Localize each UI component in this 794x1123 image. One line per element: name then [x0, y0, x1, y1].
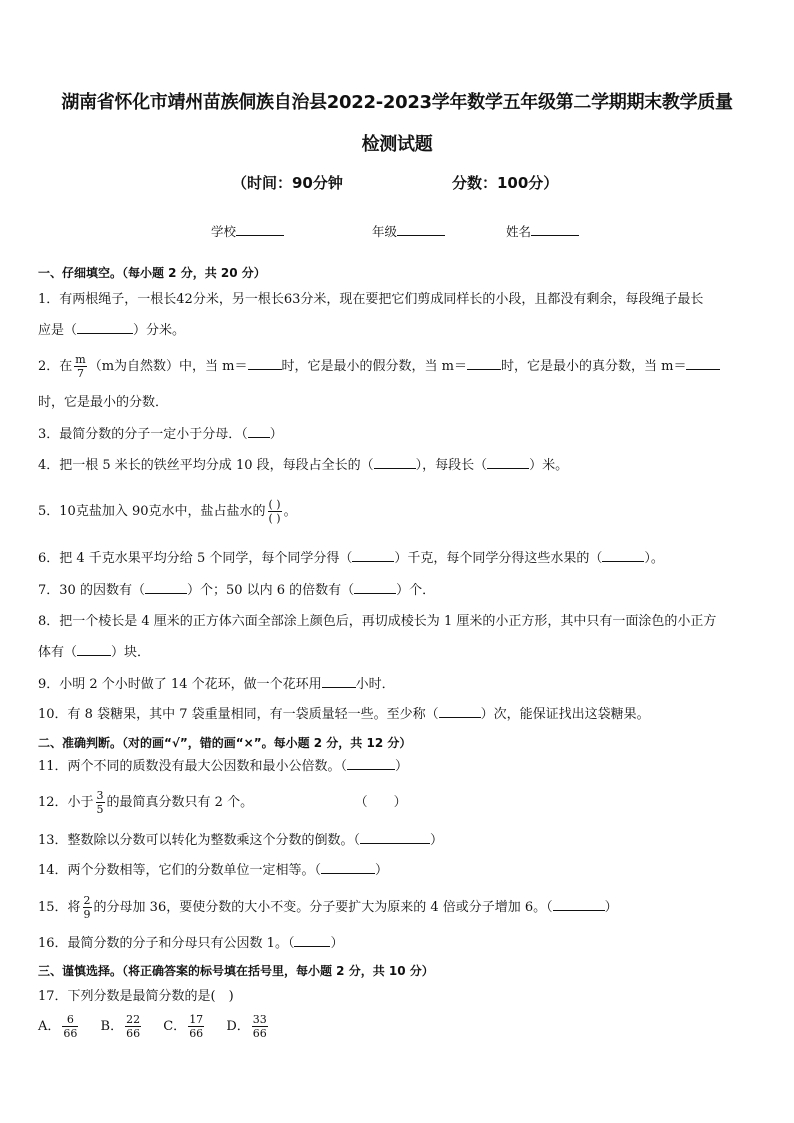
- time-label: （时间：90分钟: [232, 174, 343, 192]
- question-6: 6．把 4 千克水果平均分给 5 个同学，每个同学分得（ ）千克，每个同学分得这些水果的（ ）。: [38, 551, 664, 566]
- option-b[interactable]: B． $\frac{22}{66}$: [100, 1013, 141, 1040]
- answer-blank[interactable]: [294, 934, 330, 947]
- choice-options: [38, 1014, 286, 1039]
- answer-blank[interactable]: [467, 357, 501, 370]
- option-a[interactable]: A． $\frac{6}{66}$: [38, 1013, 78, 1040]
- answer-paren[interactable]: （ ）: [361, 795, 407, 810]
- question-8: 8．把一个棱长是 4 厘米的正方体六面全部涂上颜色后，再切成棱长为 1 厘米的小正方形，其中只有一面涂色的小正方: [38, 614, 717, 629]
- section-heading-1: 一、仔细填空。（每小题 2 分，共 20 分）: [38, 266, 266, 280]
- section-heading-2: 二、准确判断。（对的画“√”，错的画“×”。每小题 2 分，共 12 分）: [38, 736, 412, 750]
- grade-field[interactable]: 年级: [372, 222, 445, 240]
- question-11: 11．两个不同的质数没有最大公因数和最小公倍数。（ ）: [38, 759, 409, 774]
- question-16: 16．最简分数的分子和分母只有公因数 1。（ ）: [38, 936, 344, 951]
- question-12: 12．小于 $\frac{3}{5}$ 的最简真分数只有 2 个。 （ ）: [38, 789, 407, 816]
- fraction: $\frac{( )}{( )}$: [268, 498, 281, 525]
- question-7: 7．30 的因数有（ ）个；50 以内 6 的倍数有（ ）个．: [38, 583, 436, 598]
- answer-blank[interactable]: [374, 456, 416, 469]
- fraction: $\frac{2}{9}$: [83, 894, 91, 921]
- page-title: 湖南省怀化市靖州苗族侗族自治县2022-2023学年数学五年级第二学期期末教学质量: [61, 92, 733, 113]
- answer-blank[interactable]: [77, 643, 111, 656]
- question-1-cont: 应是（ ）分米。: [38, 323, 186, 338]
- option-d[interactable]: D． $\frac{33}{66}$: [226, 1013, 267, 1040]
- question-9: 9．小明 2 个小时做了 14 个花环，做一个花环用 小时．: [38, 677, 395, 692]
- answer-blank[interactable]: [553, 898, 605, 911]
- question-4: 4．把一根 5 米长的铁丝平均分成 10 段，每段占全长的（ ），每段长（ ）米。: [38, 458, 569, 473]
- answer-blank[interactable]: [354, 581, 396, 594]
- answer-blank[interactable]: [686, 357, 720, 370]
- school-field[interactable]: 学校: [211, 222, 284, 240]
- answer-blank[interactable]: [347, 757, 395, 770]
- answer-blank[interactable]: [602, 549, 644, 562]
- question-13: 13．整数除以分数可以转化为整数乘这个分数的倒数。（ ）: [38, 833, 444, 848]
- answer-blank[interactable]: [360, 831, 430, 844]
- page-title-line2: 检测试题: [361, 134, 433, 155]
- answer-blank[interactable]: [77, 321, 133, 334]
- fraction: $\frac{m}{7}$: [75, 353, 86, 380]
- answer-blank[interactable]: [248, 425, 270, 438]
- question-1: 1．有两根绳子，一根长42分米，另一根长63分米，现在要把它们剪成同样长的小段，且都没有剩余，每段绳子最长: [38, 292, 704, 307]
- answer-blank[interactable]: [322, 675, 356, 688]
- answer-blank[interactable]: [487, 456, 529, 469]
- question-3: 3．最简分数的分子一定小于分母．（ ）: [38, 427, 283, 442]
- option-c[interactable]: C． $\frac{17}{66}$: [163, 1013, 204, 1040]
- fraction: $\frac{3}{5}$: [96, 789, 104, 816]
- answer-blank[interactable]: [145, 581, 187, 594]
- question-2: 2．在 $\frac{m}{7}$ （m为自然数）中，当 m＝ 时，它是最小的假分数，当 m＝ 时，它是最小的真分数，当 m＝: [38, 350, 760, 384]
- question-14: 14．两个分数相等，它们的分数单位一定相等。（ ）: [38, 863, 389, 878]
- answer-blank[interactable]: [248, 357, 282, 370]
- question-8-cont: 体有（ ）块．: [38, 645, 151, 660]
- question-17: 17．下列分数是最简分数的是( ): [38, 989, 234, 1004]
- question-15: 15．将 $\frac{2}{9}$ 的分母加 36，要使分数的大小不变。分子要扩大为原来的 4 倍或分子增加 6。（ ）: [38, 894, 618, 921]
- answer-blank[interactable]: [439, 705, 481, 718]
- question-2-cont: 时，它是最小的分数．: [38, 395, 169, 410]
- name-field[interactable]: 姓名: [506, 222, 579, 240]
- section-heading-3: 三、谨慎选择。（将正确答案的标号填在括号里，每小题 2 分，共 10 分）: [38, 964, 434, 978]
- answer-blank[interactable]: [321, 861, 375, 874]
- question-5: 5．10克盐加入 90克水中，盐占盐水的 $\frac{( )}{( )}$ 。: [38, 498, 297, 525]
- answer-blank[interactable]: [352, 549, 394, 562]
- score-label: 分数：100分）: [452, 174, 559, 192]
- question-10: 10．有 8 袋糖果，其中 7 袋重量相同，有一袋质量轻一些。至少称（ ）次，能保证找出这袋糖果。: [38, 707, 650, 722]
